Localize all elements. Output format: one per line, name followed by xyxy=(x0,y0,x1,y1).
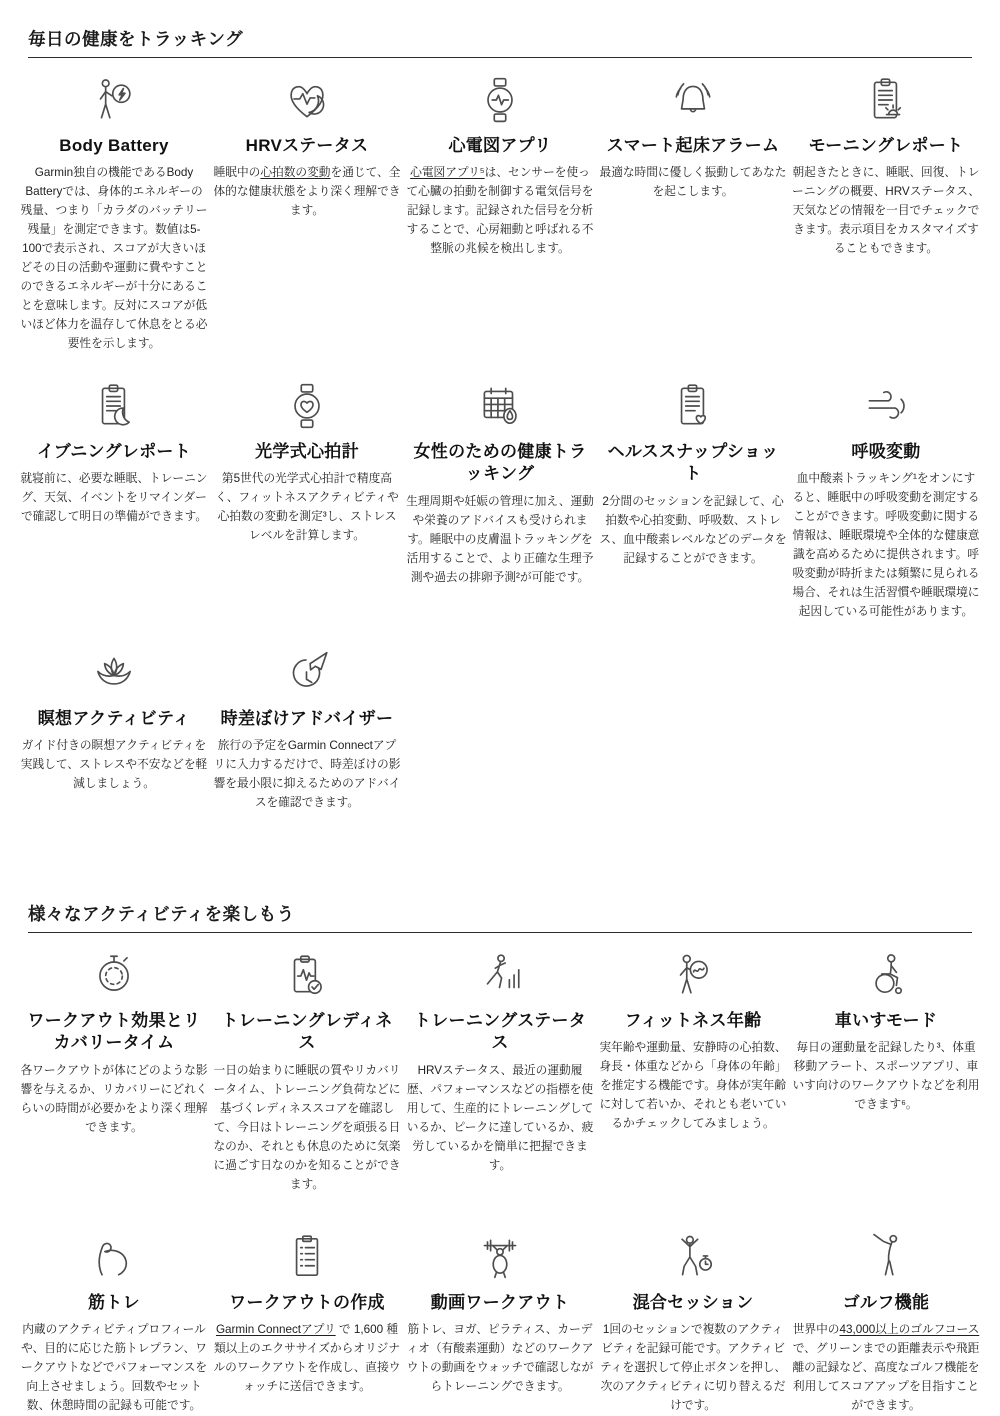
feature-title: スマート起床アラーム xyxy=(606,136,780,155)
feature-title: 女性のための健康トラッキング xyxy=(413,442,587,484)
ecg-app-icon xyxy=(475,74,525,126)
feature-title: ワークアウトの作成 xyxy=(229,1293,385,1312)
feature-title: 光学式心拍計 xyxy=(255,442,359,461)
training-readiness-icon xyxy=(282,949,332,1001)
video-workout-icon xyxy=(475,1231,525,1283)
feature-description: 生理周期や妊娠の管理に加え、運動や栄養のアドバイスも受けられます。睡眠中の皮膚温トラッキングを活用することで、より正確な生理予測や過去の排卵予測²が可能です。 xyxy=(406,494,594,584)
feature-row xyxy=(20,58,980,364)
feature-title: 心電図アプリ xyxy=(448,136,552,155)
feature-title: トレーニングレディネス xyxy=(221,1011,393,1053)
feature-description: 第5世代の光学式心拍計で精度高く、フィットネスアクティビティや心拍数の変動を測定³し、ストレスレベルを計算します。 xyxy=(215,472,399,543)
feature-card-mixed-session xyxy=(599,1215,787,1416)
feature-description: 実年齢や運動量、安静時の心拍数、身長・体重などから「身体の年齢」を推定する機能です。身体が実年齢に対して若いか、それとも老いているかチェックしてみましょう。 xyxy=(599,1041,787,1131)
mixed-session-icon xyxy=(668,1231,718,1283)
feature-title: 瞑想アクティビティ xyxy=(37,709,191,728)
feature-title: トレーニングステータス xyxy=(413,1011,587,1053)
feature-description: 毎日の運動量を記録したり³、体重移動アラート、スポーツアプリ、車いす向けのワークアウトなどを利用できます⁶。 xyxy=(792,1041,980,1112)
feature-description: Garmin Connectアプリ で 1,600 種類以上のエクササイズからオリジナルのワークアウトを作成し、直接ウォッチに送信できます。 xyxy=(213,1323,401,1394)
feature-description: 筋トレ、ヨガ、ピラティス、カーディオ（有酸素運動）などのワークアウトの動画をウォッチで確認しながらトレーニングできます。 xyxy=(406,1323,594,1394)
wheelchair-mode-icon xyxy=(861,949,911,1001)
feature-description: HRVステータス、最近の運動履歴、パフォーマンスなどの指標を使用して、生産的にトレーニングしているか、ピークに達しているか、疲労しているかを簡単に把握できます。 xyxy=(406,1063,594,1172)
feature-card-health-snapshot xyxy=(599,364,787,569)
feature-description: 2分間のセッションを記録して、心拍数や心拍変動、呼吸数、ストレス、血中酸素レベルなどのデータを記録することができます。 xyxy=(599,494,787,565)
morning-report-icon xyxy=(861,74,911,126)
hrv-status-icon xyxy=(282,74,332,126)
feature-description: Garmin独自の機能であるBody Batteryでは、身体的エネルギーの残量、つまり「カラダのバッテリー残量」を測定できます。数値は5-100で表示され、スコアが大きいほどその日の活動や運動に費やすことのできるエネルギーが十分にあることを意味します。反対にスコアが低いほど体力を温存して休息をとる必要性を示します。 xyxy=(20,166,208,351)
feature-card-fitness-age xyxy=(599,933,787,1134)
feature-description: 各ワークアウトが体にどのような影響を与えるか、リカバリーにどれくらいの時間が必要かをより深く理解できます。 xyxy=(20,1063,208,1134)
strength-training-icon xyxy=(89,1231,139,1283)
inline-link[interactable]: Garmin Connectアプリ xyxy=(215,1323,336,1337)
body-battery-icon xyxy=(89,74,139,126)
feature-card-wheelchair-mode xyxy=(792,933,980,1115)
meditation-icon xyxy=(89,647,139,699)
feature-title: モーニングレポート xyxy=(808,136,964,155)
feature-title: ゴルフ機能 xyxy=(842,1293,930,1312)
feature-title: 車いすモード xyxy=(834,1011,938,1030)
feature-title: 筋トレ xyxy=(88,1293,140,1312)
inline-link[interactable]: 43,000以上のゴルフコース xyxy=(839,1323,980,1337)
feature-row xyxy=(20,1215,980,1416)
feature-card-training-status xyxy=(406,933,594,1176)
feature-description: 世界中の43,000以上のゴルフコースで、グリーンまでの距離表示や飛距離の記録など、高度なゴルフ機能を利用してスコアアップを目指すことができます。 xyxy=(792,1323,980,1413)
section-heading-activities: 様々なアクティビティを楽しもう xyxy=(28,901,972,933)
optical-hr-icon xyxy=(282,380,332,432)
feature-card-body-battery xyxy=(20,58,208,354)
feature-card-morning-report xyxy=(792,58,980,259)
feature-title: 呼吸変動 xyxy=(851,442,921,461)
fitness-age-icon xyxy=(668,949,718,1001)
feature-title: Body Battery xyxy=(59,136,169,155)
feature-card-workout-creation xyxy=(213,1215,401,1397)
feature-title: ワークアウト効果とリカバリータイム xyxy=(27,1011,201,1053)
feature-card-respiration xyxy=(792,364,980,622)
feature-description: 一日の始まりに睡眠の質やリカバリータイム、トレーニング負荷などに基づくレディネススコアを確認して、今日はトレーニングを頑張る日なのか、それとも休息のために気楽に過ごす日なのかを知ることができます。 xyxy=(213,1063,401,1191)
feature-description: 就寝前に、必要な睡眠、トレーニング、天気、イベントをリマインダーで確認して明日の準備ができます。 xyxy=(20,472,208,524)
feature-row xyxy=(20,364,980,631)
feature-card-golf xyxy=(792,1215,980,1416)
feature-row xyxy=(20,933,980,1215)
feature-description: 睡眠中の心拍数の変動を通じて、全体的な健康状態をより深く理解できます。 xyxy=(213,166,401,218)
health-snapshot-icon xyxy=(668,380,718,432)
feature-title: 動画ワークアウト xyxy=(430,1293,570,1312)
respiration-icon xyxy=(861,380,911,432)
jetlag-adviser-icon xyxy=(282,647,332,699)
feature-card-evening-report xyxy=(20,364,208,527)
feature-description: 旅行の予定をGarmin Connectアプリに入力するだけで、時差ぼけの影響を最小限に抑えるためのアドバイスを確認できます。 xyxy=(213,739,401,810)
workout-creation-icon xyxy=(282,1231,332,1283)
evening-report-icon xyxy=(89,380,139,432)
smart-wake-alarm-icon xyxy=(668,74,718,126)
feature-title: フィットネス年齢 xyxy=(624,1011,762,1030)
golf-features-icon xyxy=(861,1231,911,1283)
workout-effect-icon xyxy=(89,949,139,1001)
feature-description: 心電図アプリ⁵は、センサーを使って心臓の拍動を制御する電気信号を記録します。記録された信号を分析することで、心房細動と呼ばれる不整脈の兆候を検出します。 xyxy=(406,166,594,256)
feature-card-smart-wake-alarm xyxy=(599,58,787,202)
feature-card-jetlag-adviser xyxy=(213,631,401,813)
feature-title: 混合セッション xyxy=(632,1293,754,1312)
feature-card-meditation xyxy=(20,631,208,794)
feature-description: 朝起きたときに、睡眠、回復、トレーニングの概要、HRVステータス、天気などの情報を一目でチェックできます。表示項目をカスタマイズすることもできます。 xyxy=(792,166,980,256)
training-status-icon xyxy=(475,949,525,1001)
feature-title: HRVステータス xyxy=(245,136,369,155)
feature-card-strength-training xyxy=(20,1215,208,1416)
feature-card-ecg-app xyxy=(406,58,594,259)
feature-row xyxy=(20,631,980,871)
inline-link[interactable]: 心拍数の変動 xyxy=(260,166,331,180)
section-heading-daily-health: 毎日の健康をトラッキング xyxy=(28,26,972,58)
feature-card-training-readiness xyxy=(213,933,401,1195)
inline-link[interactable]: 心電図アプリ⁵ xyxy=(410,166,485,180)
womens-health-icon xyxy=(475,380,525,432)
feature-card-video-workout xyxy=(406,1215,594,1397)
feature-description: 血中酸素トラッキング¹をオンにすると、睡眠中の呼吸変動を測定することができます。呼吸変動に関する情報は、睡眠環境や全体的な健康意識を高めるために提供されます。呼吸変動が時折または頻繁に見られる場合、それは生活習慣や睡眠環境に起因している可能性があります。 xyxy=(792,472,980,619)
feature-description: 1回のセッションで複数のアクティビティを記録可能です。アクティビティを選択して停止ボタンを押し、次のアクティビティに切り替えるだけです。 xyxy=(599,1323,787,1413)
feature-description: 内蔵のアクティビティプロフィールや、目的に応じた筋トレプラン、ワークアウトなどでパフォーマンスを向上させましょう。回数やセット数、休憩時間の記録も可能です。 xyxy=(20,1323,208,1413)
feature-title: ヘルススナップショット xyxy=(607,442,779,484)
feature-description: 最適な時間に優しく振動してあなたを起こします。 xyxy=(599,166,787,199)
feature-description: ガイド付きの瞑想アクティビティを実践して、ストレスや不安などを軽減しましょう。 xyxy=(20,739,208,791)
feature-title: 時差ぼけアドバイザー xyxy=(220,709,394,728)
feature-card-workout-effect xyxy=(20,933,208,1138)
feature-card-hrv-status xyxy=(213,58,401,221)
feature-card-optical-hr xyxy=(213,364,401,546)
feature-card-womens-health xyxy=(406,364,594,588)
feature-title: イブニングレポート xyxy=(37,442,191,461)
